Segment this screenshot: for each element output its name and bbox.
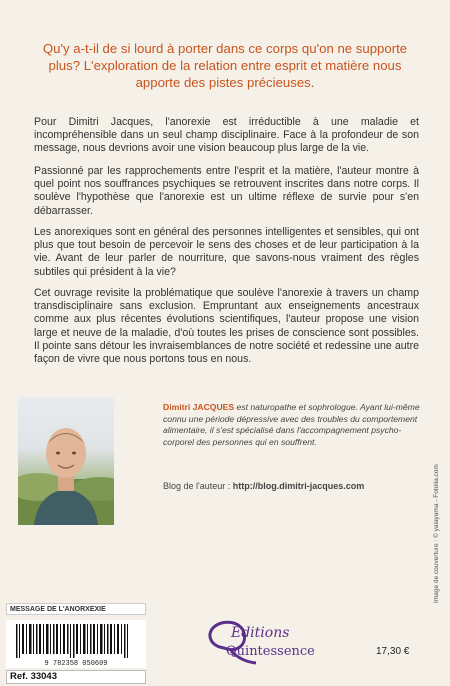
- cover-image-credit: Image de couverture : © yalayama - Fotolia.com: [433, 464, 440, 603]
- isbn-digits: 9 782358 050609: [6, 660, 146, 668]
- summary-paragraph-2: Passionné par les rapprochements entre l'esprit et la matière, l'auteur montre à quel point nos souffrances psychiques se retrouvent inscrites dans notre corps. Il soulève l'hypothèse que l'anorexie est un ultime réflexe de survie pour s'en débarrasser.: [34, 165, 419, 217]
- summary-paragraph-4: Cet ouvrage revisite la problématique que soulève l'anorexie à travers un champ transdisciplinaire sans exclusion. Empruntant aux enseignements ancestraux comme aux plus récentes évolutions scientifiques, l'auteur propose une vision large et neuve de la maladie, d'où toutes les prises de conscience sont possibles. Il pointe sans détour les invraisemblances de notre société et redessine une autre façon de vivre que nous portons tous en nous.: [34, 287, 419, 366]
- author-blog: [163, 481, 364, 491]
- author-photo: [18, 397, 114, 525]
- author-name: Dimitri JACQUES: [163, 402, 235, 412]
- barcode: [6, 620, 146, 660]
- author-portrait-illustration: [18, 397, 114, 525]
- reference-sticker: Ref. 33043: [6, 670, 146, 684]
- price: 17,30 €: [376, 646, 410, 657]
- back-cover-tagline: Qu'y a-t-il de si lourd à porter dans ce corps qu'on ne supporte plus? L'exploration de la relation entre esprit et matière nous apporte des pistes précieuses.: [42, 41, 408, 90]
- author-bio: [163, 402, 425, 448]
- publisher-editions: Éditions: [231, 625, 290, 641]
- summary-paragraph-3: Les anorexiques sont en général des personnes intelligentes et sensibles, qui ont plus que tout besoin de percevoir le sens des choses et de leur participation à la vie. Avant de leur parler de nourriture, que savons-nous vraiment des règles subtiles qui président à la vie?: [34, 226, 419, 278]
- author-bio-text: est naturopathe et sophrologue. Ayant lui-même connu une période dépressive avec des troubles du comportement alimentaire, il s'est spécialisé dans l'accompagnement psycho-corporel des personnes qui en souffrent.: [163, 402, 420, 447]
- book-title-sticker: MESSAGE DE L'ANORXEXIE: [6, 603, 146, 615]
- blog-url-link[interactable]: http://blog.dimitri-jacques.com: [232, 481, 365, 491]
- publisher-name: Quintessence: [226, 644, 315, 659]
- blog-label: Blog de l'auteur :: [163, 481, 231, 491]
- summary-paragraph-1: Pour Dimitri Jacques, l'anorexie est irréductible à une maladie et incompréhensible dans un seul champ disciplinaire. Face à la profondeur de son message, nous devrions avoir une vision beaucoup plus large de la vie.: [34, 116, 419, 155]
- barcode-graphic: [6, 620, 146, 660]
